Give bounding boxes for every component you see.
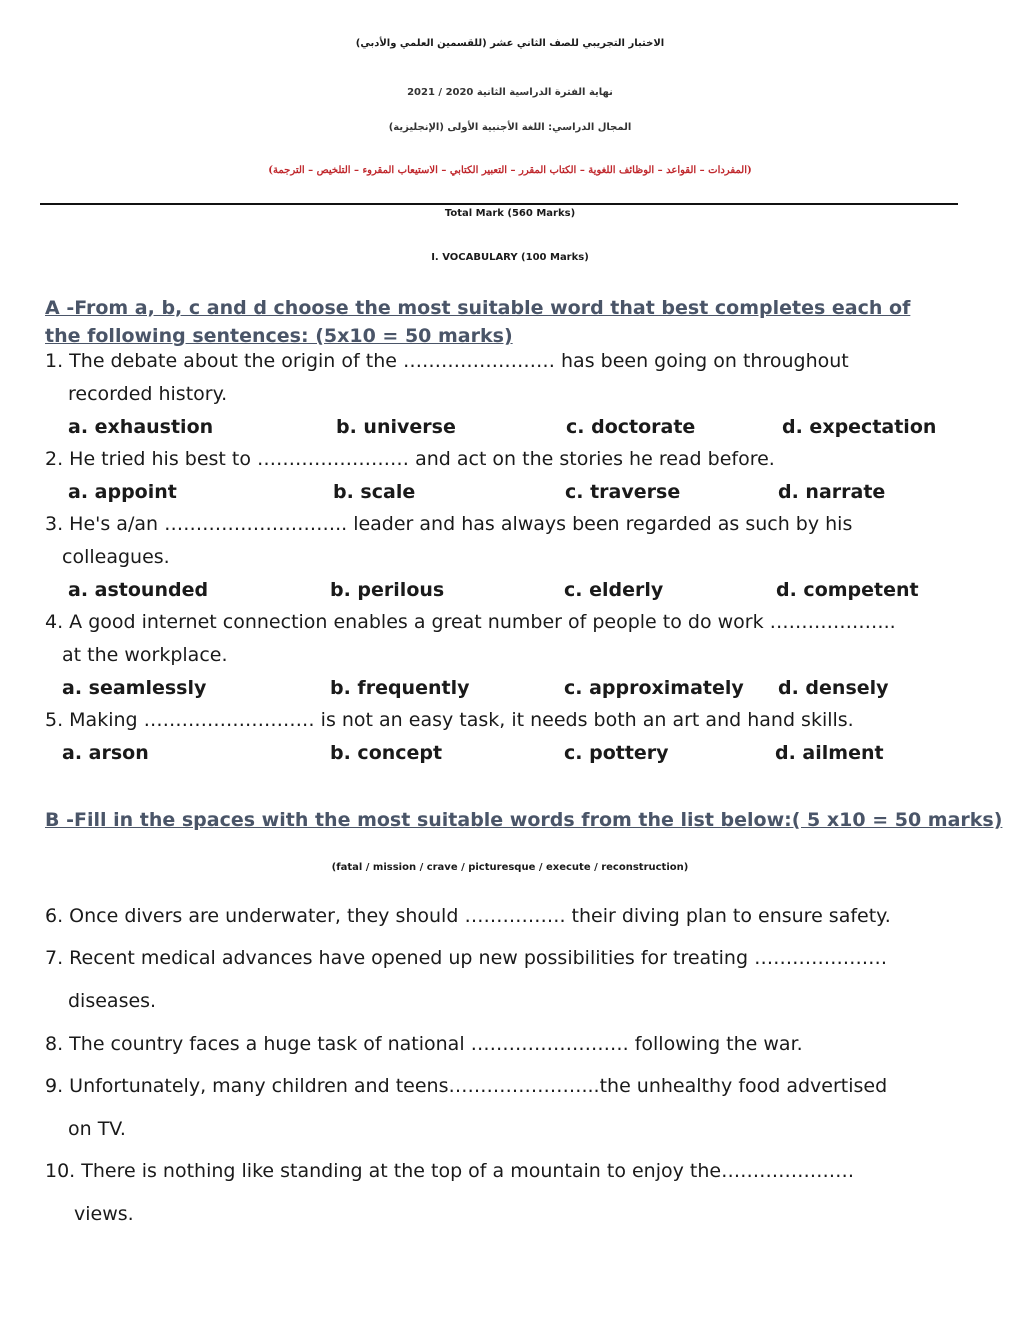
question-4-option-b: b. frequently: [330, 677, 470, 699]
question-5-option-c: c. pottery: [564, 742, 669, 764]
word-list: (fatal / mission / crave / picturesque / execute / reconstruction): [331, 862, 689, 873]
exam-topics: (المفردات – القواعد – الوظائف اللغوية – الكتاب المقرر – التعبير الكتابي – الاستيعاب المقروء – التلخيص – الترجمة): [268, 165, 752, 176]
header-divider: [40, 203, 958, 205]
question-7-line2: diseases.: [68, 990, 157, 1012]
question-1-option-c: c. doctorate: [566, 416, 696, 438]
question-9-line2: on TV.: [68, 1118, 126, 1140]
question-7-line1: 7. Recent medical advances have opened up new possibilities for treating …………………: [45, 947, 888, 969]
question-3-line1: 3. He's a/an ……………………….. leader and has always been regarded as such by his: [45, 513, 853, 535]
question-1-option-b: b. universe: [336, 416, 456, 438]
question-2-option-a: a. appoint: [68, 481, 177, 503]
question-5-option-d: d. ailment: [775, 742, 884, 764]
exam-subject: المجال الدراسي: اللغة الأجنبية الأولى (الإنجليزية): [388, 122, 632, 133]
question-1-line2: recorded history.: [68, 383, 228, 405]
question-4-line1: 4. A good internet connection enables a great number of people to do work ………………..: [45, 611, 896, 633]
question-2-option-c: c. traverse: [565, 481, 681, 503]
section-title: I. VOCABULARY (100 Marks): [431, 252, 589, 263]
exam-title: الاختبار التجريبي للصف الثاني عشر (للقسمين العلمي والأدبي): [355, 38, 665, 49]
question-1-option-d: d. expectation: [782, 416, 937, 438]
question-6-line1: 6. Once divers are underwater, they should ……………. their diving plan to ensure safety.: [45, 905, 891, 927]
question-5-option-b: b. concept: [330, 742, 443, 764]
question-2-option-d: d. narrate: [778, 481, 886, 503]
question-5-line1: 5. Making ……………………… is not an easy task, it needs both an art and hand skills.: [45, 709, 854, 731]
question-8-line1: 8. The country faces a huge task of national ……………………. following the war.: [45, 1033, 803, 1055]
question-3-option-c: c. elderly: [564, 579, 664, 601]
question-4-option-c: c. approximately: [564, 677, 744, 699]
question-1-line1: 1. The debate about the origin of the …………………… has been going on throughout: [45, 350, 849, 372]
question-3-line2: colleagues.: [62, 546, 170, 568]
question-4-option-a: a. seamlessly: [62, 677, 207, 699]
question-9-line1: 9. Unfortunately, many children and teens…………………...the unhealthy food advertised: [45, 1075, 888, 1097]
question-3-option-a: a. astounded: [68, 579, 209, 601]
question-4-option-d: d. densely: [778, 677, 889, 699]
part-a-instruction: A -From a, b, c and d choose the most suitable word that best completes each of the following sentences: (5x10 = 50 marks): [45, 297, 911, 347]
question-10-line1: 10. There is nothing like standing at the top of a mountain to enjoy the…………………: [45, 1160, 855, 1182]
question-4-line2: at the workplace.: [62, 644, 228, 666]
part-b-instruction: B -Fill in the spaces with the most suitable words from the list below:( 5 x10 = 50 marks): [45, 809, 1003, 831]
question-3-option-d: d. competent: [776, 579, 919, 601]
exam-period: نهاية الفترة الدراسية الثانية 2020 / 2021: [407, 87, 613, 98]
total-mark: Total Mark (560 Marks): [444, 208, 576, 219]
question-3-option-b: b. perilous: [330, 579, 445, 601]
question-5-option-a: a. arson: [62, 742, 149, 764]
question-10-line2: views.: [74, 1203, 134, 1225]
question-2-line1: 2. He tried his best to …………………… and act on the stories he read before.: [45, 448, 775, 470]
question-2-option-b: b. scale: [333, 481, 416, 503]
question-1-option-a: a. exhaustion: [68, 416, 214, 438]
